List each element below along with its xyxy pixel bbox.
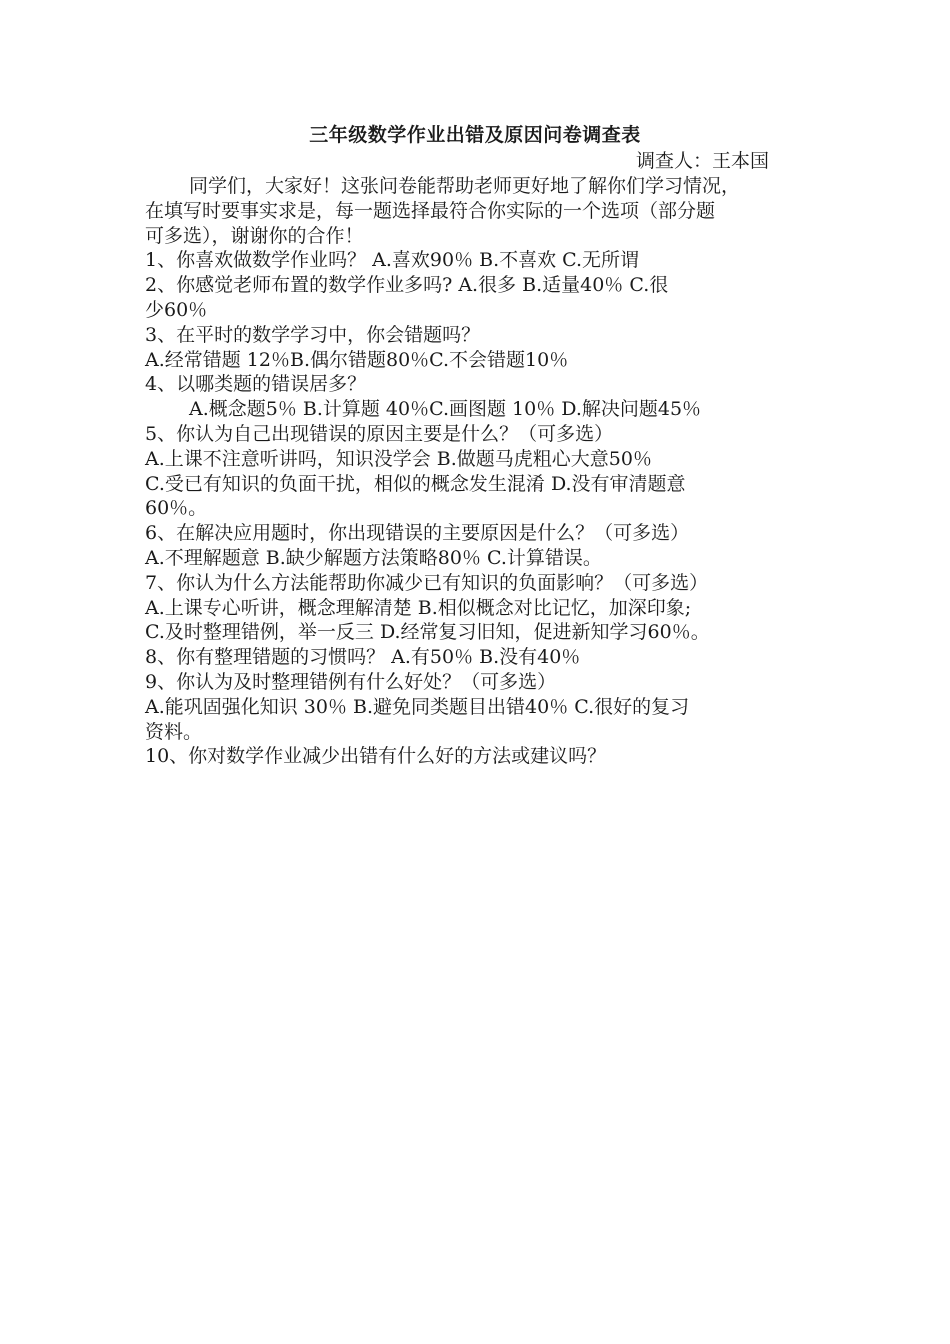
question-6-options: A.不理解题意 B.缺少解题方法策略80％ C.计算错误。 <box>145 546 602 569</box>
question-6: 6、在解决应用题时，你出现错误的主要原因是什么？（可多选） <box>145 522 690 545</box>
question-9: 9、你认为及时整理错例有什么好处？（可多选） <box>145 670 557 693</box>
question-4-options: A.概念题5％ B.计算题 40％C.画图题 10％ D.解决问题45％ <box>189 398 702 421</box>
question-8: 8、你有整理错题的习惯吗？ A.有50％ B.没有40％ <box>145 646 581 669</box>
question-2-continued: 少60％ <box>145 298 208 321</box>
question-9-options: A.能巩固强化知识 30％ B.避免同类题目出错40％ C.很好的复习 <box>145 695 690 718</box>
question-1: 1、你喜欢做数学作业吗？ A.喜欢90％ B.不喜欢 C.无所谓 <box>145 249 640 272</box>
intro-line: 在填写时要事实求是，每一题选择最符合你实际的一个选项（部分题 <box>145 199 716 222</box>
question-7-options: C.及时整理错例，举一反三 D.经常复习旧知，促进新知学习60％。 <box>145 621 710 644</box>
document-title: 三年级数学作业出错及原因问卷调查表 <box>309 124 641 146</box>
surveyor-name: 调查人：王本国 <box>636 150 770 172</box>
question-10: 10、你对数学作业减少出错有什么好的方法或建议吗？ <box>145 745 607 768</box>
intro-line: 可多选），谢谢你的合作！ <box>145 224 364 247</box>
question-5-options: C.受已有知识的负面干扰，相似的概念发生混淆 D.没有审清题意 <box>145 472 686 495</box>
question-5-options-continued: 60％。 <box>145 497 208 520</box>
question-7-options: A.上课专心听讲，概念理解清楚 B.相似概念对比记忆，加深印象; <box>145 596 692 619</box>
intro-line: 同学们，大家好！这张问卷能帮助老师更好地了解你们学习情况， <box>189 175 741 197</box>
question-9-options-continued: 资料。 <box>145 720 203 743</box>
question-2: 2、你感觉老师布置的数学作业多吗? A.很多 B.适量40％ C.很 <box>145 274 669 297</box>
question-5-options: A.上课不注意听讲吗，知识没学会 B.做题马虎粗心大意50％ <box>145 447 652 470</box>
question-4: 4、以哪类题的错误居多？ <box>145 373 367 396</box>
questionnaire-body <box>145 174 815 769</box>
question-3-options: A.经常错题 12％B.偶尔错题80％C.不会错题10％ <box>145 348 569 371</box>
question-3: 3、在平时的数学学习中，你会错题吗？ <box>145 323 481 346</box>
question-5: 5、你认为自己出现错误的原因主要是什么？（可多选） <box>145 422 614 445</box>
question-7: 7、你认为什么方法能帮助你减少已有知识的负面影响？（可多选） <box>145 571 709 594</box>
